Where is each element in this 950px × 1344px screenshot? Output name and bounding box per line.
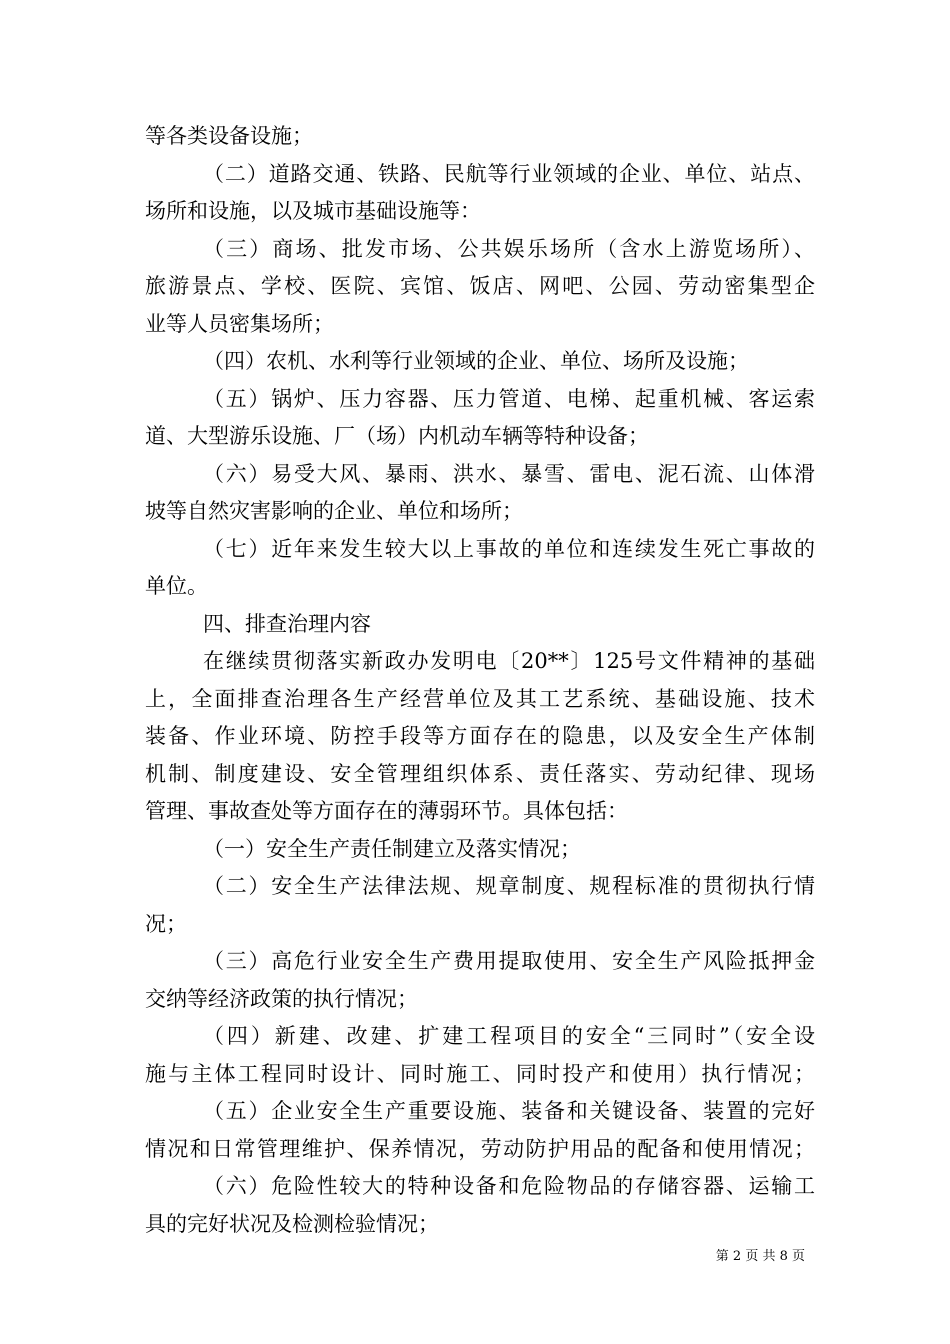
text-line: （六）易受大风、暴雨、洪水、暴雪、雷电、泥石流、山体滑	[203, 461, 815, 486]
text-line: 道、大型游乐设施、厂（场）内机动车辆等特种设备；	[145, 424, 649, 448]
text-line: 上，全面排查治理各生产经营单位及其工艺系统、基础设施、技术	[145, 686, 815, 711]
text-line: （一）安全生产责任制建立及落实情况；	[203, 836, 581, 861]
text-line: 情况和日常管理维护、保养情况，劳动防护用品的配备和使用情况；	[145, 1136, 815, 1161]
text-line: （七）近年来发生较大以上事故的单位和连续发生死亡事故的	[203, 536, 815, 561]
page-number: 第 2 页 共 8 页	[715, 1249, 805, 1264]
text-line: 机制、制度建设、安全管理组织体系、责任落实、劳动纪律、现场	[145, 761, 815, 786]
text-line: （二）安全生产法律法规、规章制度、规程标准的贯彻执行情	[203, 874, 815, 898]
text-line: （五）锅炉、压力容器、压力管道、电梯、起重机械、客运索	[203, 386, 815, 411]
text-line: （四）新建、改建、扩建工程项目的安全“三同时”（安全设	[203, 1024, 815, 1048]
text-line: 况；	[145, 911, 187, 936]
text-line: 坡等自然灾害影响的企业、单位和场所；	[145, 499, 523, 523]
text-line: 管理、事故查处等方面存在的薄弱环节。具体包括：	[145, 799, 628, 823]
text-line: 旅游景点、学校、医院、宾馆、饭店、网吧、公园、劳动密集型企	[145, 274, 815, 298]
text-line: （六）危险性较大的特种设备和危险物品的存储容器、运输工	[203, 1174, 815, 1198]
text-line: 在继续贯彻落实新政办发明电〔20**〕125号文件精神的基础	[203, 649, 815, 673]
text-line: 交纳等经济政策的执行情况；	[145, 986, 418, 1011]
text-line: 单位。	[145, 574, 208, 598]
text-line: 等各类设备设施；	[145, 124, 313, 148]
text-line: （五）企业安全生产重要设施、装备和关键设备、装置的完好	[203, 1099, 815, 1123]
text-line: 业等人员密集场所；	[145, 311, 334, 336]
text-line: 场所和设施，以及城市基础设施等：	[145, 199, 481, 223]
document-body	[145, 118, 815, 1243]
text-line: （三）高危行业安全生产费用提取使用、安全生产风险抵押金	[203, 949, 815, 973]
text-line: （二）道路交通、铁路、民航等行业领域的企业、单位、站点、	[203, 161, 815, 186]
text-line: 具的完好状况及检测检验情况；	[145, 1211, 439, 1236]
text-line: （三）商场、批发市场、公共娱乐场所（含水上游览场所）、	[203, 236, 815, 261]
text-line: 装备、作业环境、防控手段等方面存在的隐患，以及安全生产体制	[145, 724, 815, 748]
text-line: 施与主体工程同时设计、同时施工、同时投产和使用）执行情况；	[145, 1061, 815, 1086]
text-line: （四）农机、水利等行业领域的企业、单位、场所及设施；	[203, 349, 749, 373]
section-heading: 四、排查治理内容	[203, 611, 371, 636]
